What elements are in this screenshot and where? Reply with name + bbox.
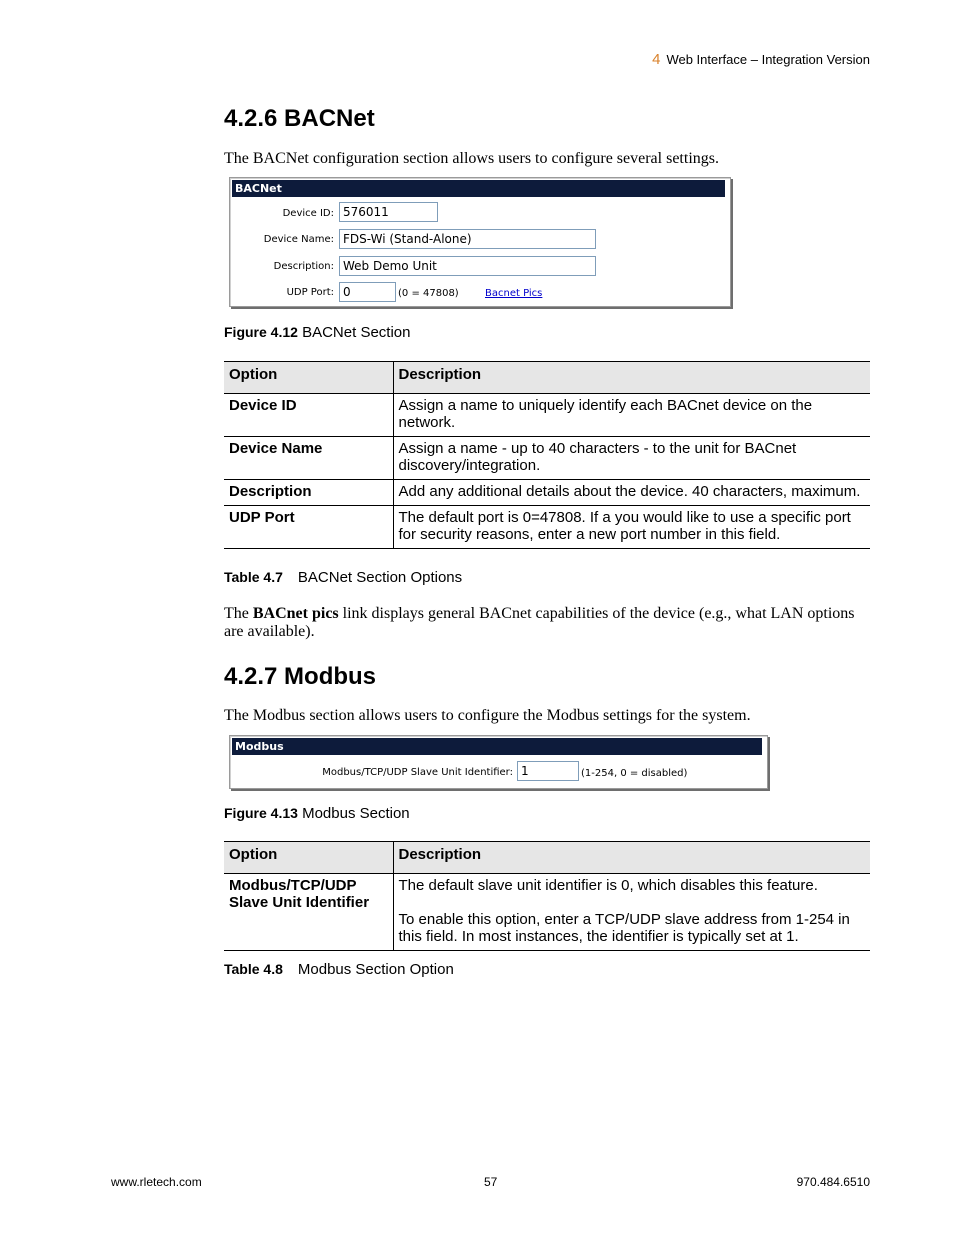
header-option: Option (224, 842, 393, 874)
table-title: Modbus Section Option (297, 961, 454, 978)
row-description: Assign a name - up to 40 characters - to the unit for BACnet discovery/integration. (393, 437, 870, 480)
table-row (224, 480, 870, 506)
modbus-heading: 4.2.7 Modbus (224, 663, 377, 690)
table-4-8-caption (224, 961, 454, 978)
table-row (224, 874, 870, 951)
udp-port-hint: (0 = 47808) (398, 288, 459, 299)
chapter-title: Web Interface – Integration Version (666, 52, 870, 67)
bacnet-heading: 4.2.6 BACNet (224, 105, 375, 132)
note-text: The (224, 605, 253, 622)
bacnet-panel (229, 177, 731, 307)
bacnet-panel-title: BACNet (232, 180, 725, 197)
table-label: Table 4.8 (224, 961, 283, 977)
note-bold: BACnet pics (252, 605, 339, 622)
row-description: Add any additional details about the device. 40 characters, maximum. (393, 480, 870, 506)
slave-id-input[interactable]: 1 (517, 761, 579, 781)
modbus-panel-title: Modbus (232, 738, 762, 755)
table-label: Table 4.7 (224, 569, 283, 585)
chapter-number: 4 (652, 51, 661, 68)
description-input[interactable]: Web Demo Unit (339, 256, 596, 276)
running-header (652, 51, 870, 68)
slave-id-label: Modbus/TCP/UDP Slave Unit Identifier: (322, 767, 513, 778)
modbus-options-table (224, 841, 870, 951)
udp-port-label: UDP Port: (286, 287, 334, 298)
device-name-input[interactable]: FDS-Wi (Stand-Alone) (339, 229, 596, 249)
udp-port-input[interactable]: 0 (339, 282, 396, 302)
note-text: link displays general BACnet capabilities of the device (e.g., what LAN options are available). (224, 605, 855, 640)
figure-title: Modbus Section (297, 805, 410, 822)
row-description: The default port is 0=47808. If a you would like to use a specific port for security reasons, enter a new port number in this field. (393, 506, 870, 549)
header-description: Description (393, 362, 870, 394)
header-option: Option (224, 362, 393, 394)
row-option: Device ID (224, 394, 393, 437)
footer-website: www.rletech.com (111, 1175, 202, 1189)
device-name-label: Device Name: (263, 234, 334, 245)
table-title: BACNet Section Options (297, 569, 463, 586)
device-id-label: Device ID: (282, 208, 334, 219)
table-row (224, 506, 870, 549)
modbus-intro: The Modbus section allows users to configure the Modbus settings for the system. (224, 707, 751, 724)
description-label: Description: (273, 261, 334, 272)
row-option: Description (224, 480, 393, 506)
footer-phone: 970.484.6510 (796, 1175, 870, 1189)
bacnet-pics-note (224, 605, 870, 641)
page-number: 57 (484, 1175, 498, 1189)
row-description-line: To enable this option, enter a TCP/UDP slave address from 1-254 in this field. In most instances, the identifier is typically set at 1. (398, 911, 850, 945)
figure-4-13-caption (224, 805, 410, 822)
table-header-row (224, 842, 870, 874)
row-option: UDP Port (224, 506, 393, 549)
bacnet-options-table (224, 361, 870, 549)
modbus-panel (229, 735, 768, 789)
bacnet-pics-link[interactable]: Bacnet Pics (485, 288, 543, 299)
row-option: Device Name (224, 437, 393, 480)
figure-label: Figure 4.12 (224, 324, 298, 340)
slave-id-hint: (1-254, 0 = disabled) (581, 768, 688, 779)
header-description: Description (393, 842, 870, 874)
bacnet-intro: The BACNet configuration section allows users to configure several settings. (224, 150, 719, 167)
figure-label: Figure 4.13 (224, 805, 298, 821)
table-row (224, 394, 870, 437)
row-option: Modbus/TCP/UDP Slave Unit Identifier (224, 874, 393, 951)
row-description-line: The default slave unit identifier is 0, which disables this feature. (398, 877, 818, 894)
table-header-row (224, 362, 870, 394)
table-row (224, 437, 870, 480)
figure-title: BACNet Section (297, 324, 411, 341)
row-description: Assign a name to uniquely identify each BACnet device on the network. (393, 394, 870, 437)
row-description (393, 874, 870, 951)
device-id-input[interactable]: 576011 (339, 202, 438, 222)
figure-4-12-caption (224, 324, 410, 341)
table-4-7-caption (224, 569, 462, 586)
